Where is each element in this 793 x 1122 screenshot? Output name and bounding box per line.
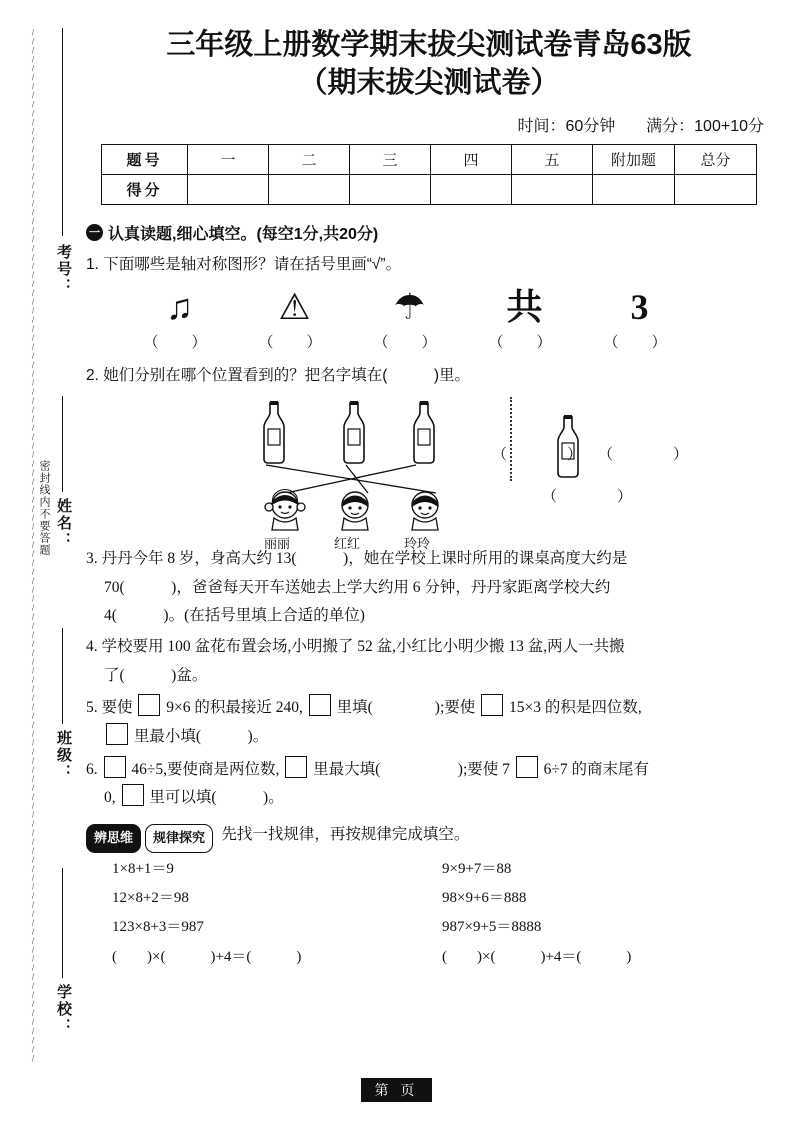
table-row-header <box>102 144 757 174</box>
music-note-icon: ♫ <box>166 287 193 328</box>
binding-rule-4 <box>62 868 63 978</box>
q7-left-3[interactable]: ( )×( )+4＝( ) <box>112 948 302 965</box>
question-7-header <box>86 821 772 853</box>
title-line-2: （期末拔尖测试卷） <box>298 67 560 100</box>
q5-blank-box-1[interactable] <box>138 694 160 716</box>
question-3 <box>86 545 772 631</box>
q5-part-1: 9×6 的积最接近 240, <box>166 699 303 717</box>
q6-blank-box-3[interactable] <box>516 756 538 778</box>
question-6 <box>86 756 772 813</box>
q1-answer-4[interactable]: （ ） <box>603 335 676 352</box>
q7-right-column <box>442 855 772 972</box>
q1-item-3[interactable] <box>467 283 582 352</box>
q6-part-4: 0, <box>104 789 116 807</box>
time-label: 时间：60分钟 <box>517 117 616 135</box>
q7-left-column <box>112 855 442 972</box>
q3-line-0[interactable]: 3. 丹丹今年 8 岁，身高大约 13( )，她在学校上课时所用的课桌高度大约是 <box>86 549 628 567</box>
q1-answer-2[interactable]: （ ） <box>373 335 446 352</box>
q4-line-0[interactable]: 4. 学校要用 100 盆花布置会场,小明搬了 52 盆,小红比小明少搬 13 盆,两人一共搬 <box>86 637 625 655</box>
score-col-3: 四 <box>431 144 512 174</box>
kid-avatar-1 <box>262 489 308 531</box>
q7-instruction: 先找一找规律，再按规律完成填空。 <box>221 825 470 843</box>
binding-rule-2 <box>62 396 63 492</box>
q5-blank-box-3[interactable] <box>481 694 503 716</box>
warning-triangle-icon: ⚠ <box>278 287 311 328</box>
q7-tag-pattern: 规律探究 <box>145 824 213 853</box>
q5-part-3: 15×3 的积是四位数, <box>509 699 642 717</box>
section-1-text: 认真读题,细心填空。(每空1分,共20分) <box>108 225 379 243</box>
binding-rule-3 <box>62 628 63 724</box>
question-2-text: 2. 她们分别在哪个位置看到的？把名字填在( )里。 <box>86 367 471 385</box>
q3-line-2[interactable]: 4( )。(在括号里填上合适的单位) <box>104 607 365 625</box>
binding-field-banji: 班级： <box>55 730 72 781</box>
q7-right-0: 9×9+7＝88 <box>442 860 512 877</box>
question-1-text: 1. 下面哪些是轴对称图形？请在括号里画“√”。 <box>86 255 402 273</box>
score-input-6[interactable] <box>675 174 757 204</box>
score-col-6: 总分 <box>675 144 757 174</box>
score-input-3[interactable] <box>431 174 512 204</box>
exam-meta <box>86 113 772 136</box>
q6-part-2[interactable]: 里最大填( );要使 7 <box>313 760 510 778</box>
kid-name-1: 红红 <box>334 535 361 551</box>
q5-blank-box-4[interactable] <box>106 723 128 745</box>
q6-part-3: 6÷7 的商末尾有 <box>543 760 650 778</box>
q2-answer-right[interactable]: （ ） <box>598 446 699 463</box>
q7-tag-thinking: 辨思维 <box>86 824 141 853</box>
title-line-1: 三年级上册数学期末拔尖测试卷青岛63版 <box>166 29 692 61</box>
kid-name-2: 玲玲 <box>404 535 431 551</box>
score-input-5[interactable] <box>593 174 675 204</box>
q1-item-4[interactable] <box>582 283 697 352</box>
score-input-0[interactable] <box>188 174 269 204</box>
q5-part-4[interactable]: 里最小填( )。 <box>133 727 269 745</box>
question-5 <box>86 694 772 751</box>
bottle-icon-3 <box>404 399 444 467</box>
q3-line-1[interactable]: 70( )，爸爸每天开车送她去上学大约用 6 分钟，丹丹家距离学校大约 <box>104 578 611 596</box>
binding-field-kaohao: 考号： <box>55 244 72 295</box>
q7-right-1: 98×9+6＝888 <box>442 890 527 907</box>
chinese-char-gong-icon: 共 <box>506 287 543 328</box>
kid-avatar-3 <box>402 489 448 531</box>
q4-line-1[interactable]: 了( )盆。 <box>104 666 208 684</box>
binding-rule-1 <box>62 28 63 236</box>
binding-field-xingming: 姓名： <box>55 498 72 549</box>
exam-paper <box>86 26 772 972</box>
question-1-symbols <box>86 283 772 352</box>
digit-three-icon: 3 <box>630 287 649 328</box>
page-footer <box>0 1078 793 1102</box>
q6-part-5[interactable]: 里可以填( )。 <box>149 789 284 807</box>
q6-blank-box-4[interactable] <box>122 784 144 806</box>
q2-answer-bottom[interactable]: （ ） <box>542 488 643 505</box>
score-col-0: 一 <box>188 144 269 174</box>
page-number-label: 第 页 <box>361 1078 433 1102</box>
score-table <box>101 144 757 205</box>
score-input-2[interactable] <box>350 174 431 204</box>
q7-left-2: 123×8+3＝987 <box>112 919 204 936</box>
q1-item-2[interactable] <box>352 283 467 352</box>
question-7-columns <box>86 855 772 972</box>
q1-answer-3[interactable]: （ ） <box>488 335 561 352</box>
binding-field-xuexiao: 学校： <box>55 984 72 1035</box>
q6-blank-box-1[interactable] <box>104 756 126 778</box>
score-col-4: 五 <box>512 144 593 174</box>
q5-part-0: 5. 要使 <box>86 699 133 717</box>
q7-left-1: 12×8+2＝98 <box>112 890 189 907</box>
figure-divider <box>510 397 512 481</box>
q1-item-1[interactable] <box>237 283 352 352</box>
bottle-icon-2 <box>334 399 374 467</box>
score-row-label-0: 题号 <box>102 144 188 174</box>
score-col-2: 三 <box>350 144 431 174</box>
question-4 <box>86 633 772 690</box>
q1-answer-0[interactable]: （ ） <box>143 335 216 352</box>
kid-name-0: 丽丽 <box>264 535 291 551</box>
q7-left-0: 1×8+1＝9 <box>112 860 174 877</box>
section-1-number: 一 <box>86 224 103 241</box>
score-input-4[interactable] <box>512 174 593 204</box>
q1-item-0[interactable] <box>122 283 237 352</box>
kid-avatar-2 <box>332 489 378 531</box>
q7-right-2: 987×9+5＝8888 <box>442 919 542 936</box>
binding-dash-column: / / / / / / / / / / / / / / / / / / / / / / / / / / / / / / / / / / / / / / / / / / / / / / / / / / / / / / / / / / / / / / / / / / / / / / / / / / / / / / / / / / / / / / / / / / / / / / / / / / / / / / / / / / / / / / / / / / / <box>31 26 35 1064</box>
binding-seal-text: 密封线内不要答题 <box>38 460 50 556</box>
q6-part-1: 46÷5,要使商是两位数, <box>131 760 280 778</box>
question-2-figure <box>86 393 772 553</box>
total-score-label: 满分：100+10分 <box>646 117 764 135</box>
umbrella-icon: ☂ <box>393 287 426 328</box>
score-col-1: 二 <box>269 144 350 174</box>
score-input-1[interactable] <box>269 174 350 204</box>
q2-answer-left[interactable]: （ ） <box>492 446 593 463</box>
table-row-score <box>102 174 757 204</box>
q5-blank-box-2[interactable] <box>309 694 331 716</box>
q6-part-0: 6. <box>86 760 98 778</box>
score-col-5: 附加题 <box>593 144 675 174</box>
bottle-icon-1 <box>254 399 294 467</box>
q6-blank-box-2[interactable] <box>285 756 307 778</box>
binding-strip <box>22 28 78 1068</box>
page-title <box>86 26 772 103</box>
score-row-label-1: 得分 <box>102 174 188 204</box>
q5-part-2[interactable]: 里填( );要使 <box>336 699 476 717</box>
section-1-heading <box>86 221 772 244</box>
q1-answer-1[interactable]: （ ） <box>258 335 331 352</box>
q7-right-3[interactable]: ( )×( )+4＝( ) <box>442 948 632 965</box>
